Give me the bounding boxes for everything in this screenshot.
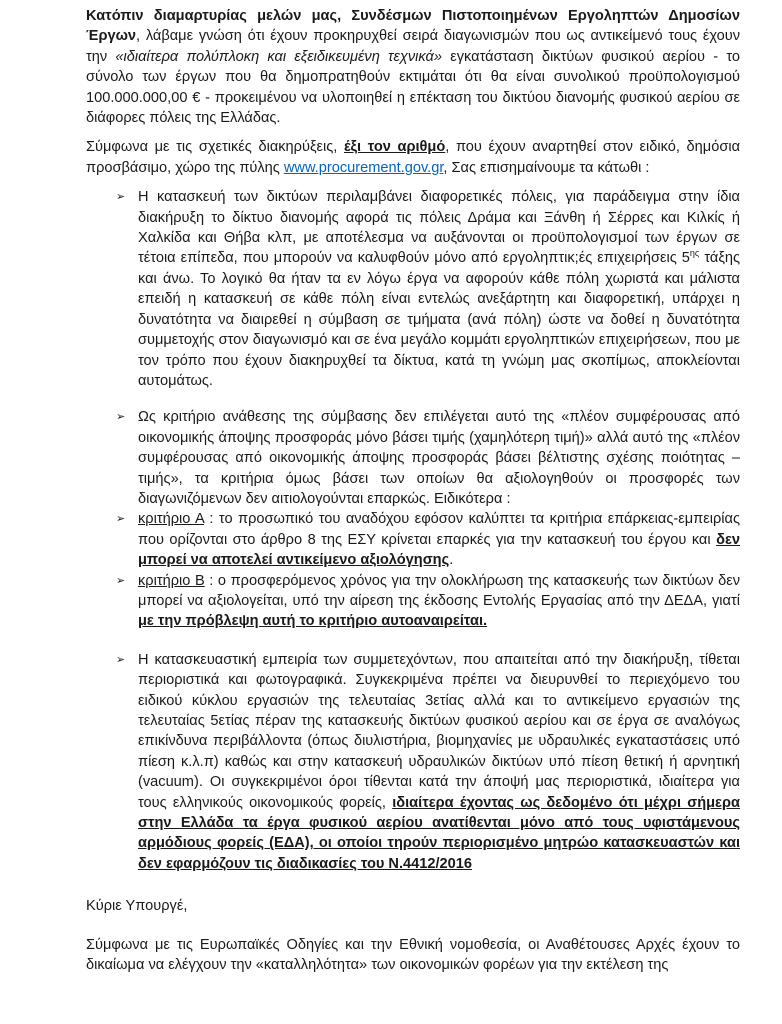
arrow-bullet-icon: ➢: [116, 513, 126, 526]
quoted-italic: «ιδιαίτερα πολύπλοκη και εξειδικευμένη τεχνικά»: [115, 48, 442, 65]
bullet-item-award-criterion: ➢ Ως κριτήριο ανάθεσης της σύμβασης δεν επιλέγεται αυτό της «πλέον συμφέρουσας από οικονομικής άποψης προσφοράς μόνο βάσει τιμής (χαμηλότερη τιμή)» αλλά αυτό της «πλέον συμφέρουσας από οικονομικής άποψης προσφοράς βάσει βέλτιστης σχέσης ποιότητας – τιμής», τα κριτήρια όμως βάσει των οποίων θα αξιολογηθούν οι προσφορές των διαγωνιζόμενων δεν αιτιολογούνται επαρκώς. Ειδικότερα :: [116, 407, 740, 509]
criterion-a-label: κριτήριο Α: [138, 511, 204, 528]
bullet-item-cities: ➢ Η κατασκευή των δικτύων περιλαμβάνει διαφορετικές πόλεις, για παράδειγμα στην ίδια διακήρυξη το δίκτυο διανομής αφορά τις πόλεις Δράμα και Ξάνθη ή Σέρρες και Κιλκίς ή Χαλκίδα και Θήβα κλπ, με αποτέλεσμα να αυξάνονται οι προϋπολογισμοί των έργων σε τέτοια επίπεδα, που μπορούν να καλυφθούν μόνο από εργοληπτικ;ές επιχειρήσεις $5^{\eta\varsigma}$ τάξης και άνω. Το λογικό θα ήταν τα εν λόγω έργα να αφορούν κάθε πόλη χωριστά και μάλιστα επειδή η κατασκευή σε κάθε πόλη είναι εντελώς ανεξάρτητη και διαφορετική, υπάρχει η δυνατότητα να διαιρεθεί η σύμβαση σε τμήματα (ανά πόλη) ώστε να δοθεί η δυνατότητα συμμετοχής στον διαγωνισμό και σε ένα μεγάλο κομμάτι εργοληπτικών επιχειρήσεων, που με τον τρόπο που έχουν διακηρυχθεί τα δίκτυα, κατά τη γνώμη μας σκοπίμως, αποκλείονται αυτομάτως.: [116, 187, 740, 391]
document-page: [86, 6, 740, 975]
arrow-bullet-icon: ➢: [116, 191, 126, 204]
procurement-link[interactable]: www.procurement.gov.gr: [283, 159, 444, 176]
bullet-item-experience: ➢ Η κατασκευαστική εμπειρία των συμμετεχόντων, που απαιτείται από την διακήρυξη, τίθεται περιοριστικά και φωτογραφικά. Συγκεκριμένα πρέπει να διευρυνθεί το περιεχόμενο του ειδικού κύκλου εργασιών της τελευταίας 3ετίας αλλά και το αντικείμενο εργασιών της τελευταίας 5ετίας πέραν της κατασκευής δικτύων φυσικού αερίου και σε έργα σε αναλόγως επικίνδυνα περιβάλλοντα (όπως διυλιστήρια, βιομηχανίες με υδραυλικές εγκαταστάσεις υπό πίεση κ.λ.π) καθώς και στην κατασκευή υδραυλικών δικτύων υπό πίεση θετική ή αρνητική (vacuum). Οι συγκεκριμένοι όροι τίθενται κατά την άποψή μας περιοριστικά, ιδιαίτερα για τους ελληνικούς οικονομικούς φορείς, ιδιαίτερα έχοντας ως δεδομένο ότι μέχρι σήμερα στην Ελλάδα τα έργα φυσικού αερίου ανατίθενται μόνο από τους υφιστάμενους αρμόδιους φορείς (ΕΔΑ), οι οποίοι τηρούν περιορισμένο μητρώο κατασκευαστών και δεν εφαρμόζουν τις διαδικασίες του Ν.4412/2016: [116, 650, 740, 874]
intro-paragraph: Κατόπιν διαμαρτυρίας μελών μας, Συνδέσμων Πιστοποιημένων Εργοληπτών Δημοσίων Έργων, λάβαμε γνώση ότι έχουν προκηρυχθεί σειρά διαγωνισμών που ως αντικείμενό τους έχουν την «ιδιαίτερα πολύπλοκη και εξειδικευμένη τεχνικά» εγκατάσταση δικτύων φυσικού αερίου - το σύνολο των έργων που θα δημοπρατηθούν εκτιμάται ότι θα είναι συνολικού προϋπολογισμού 100.000.000,00 € - προκειμένου να υλοποιηθεί η επέκταση του δικτύου διανομής φυσικού αερίου σε διάφορες πόλεις της Ελλάδας.: [86, 8, 741, 127]
announcements-paragraph: Σύμφωνα με τις σχετικές διακηρύξεις, έξι τον αριθμό, που έχουν αναρτηθεί στον ειδικό, δημόσια προσβάσιμο, χώρο της πύλης www.procurement.gov.gr, Σας επισημαίνουμε τα κάτωθι :: [86, 139, 741, 176]
arrow-bullet-icon: ➢: [116, 653, 126, 666]
closing-paragraph: Σύμφωνα με τις Ευρωπαϊκές Οδηγίες και την Εθνική νομοθεσία, οι Αναθέτουσες Αρχές έχουν το δικαίωμα να ελέγχουν την «καταλληλότητα» των οικονομικών φορέων για την εκτέλεση της: [86, 936, 740, 974]
intro-bold-text: Κατόπιν διαμαρτυρίας μελών μας, Συνδέσμων Πιστοποιημένων Εργοληπτών Δημοσίων Έργων: [86, 8, 740, 45]
salutation: Κύριε Υπουργέ,: [86, 898, 188, 915]
bullet-item-criterion-b: ➢ κριτήριο Β : ο προσφερόμενος χρόνος για την ολοκλήρωση της κατασκευής των δικτύων δεν μπορεί να αξιολογείται, υπό την αίρεση της έκδοσης Εντολής Εργασίας από την ΔΕΔΑ, γιατί με την πρόβλεψη αυτή το κριτήριο αυτοαναιρείται.: [116, 571, 740, 632]
experience-emphasis: ιδιαίτερα έχοντας ως δεδομένο ότι μέχρι σήμερα στην Ελλάδα τα έργα φυσικού αερίου ανατίθενται μόνο από τους υφιστάμενους αρμόδιους φορείς (ΕΔΑ), οι οποίοι τηρούν περιορισμένο μητρώο κατασκευαστών και δεν εφαρμόζουν τις διαδικασίες του Ν.4412/2016: [138, 794, 740, 872]
criterion-b-label: κριτήριο Β: [138, 572, 205, 589]
arrow-bullet-icon: ➢: [116, 574, 126, 587]
bullet-item-criterion-a: ➢ κριτήριο Α : το προσωπικό του αναδόχου εφόσον καλύπτει τα κριτήρια επάρκειας-εμπειρίας που ορίζονται στο άρθρο 8 της ΕΣΥ κρίνεται επαρκές για την κατασκευή του έργου και δεν μπορεί να αποτελεί αντικείμενο αξιολόγησης.: [116, 509, 740, 570]
count-emphasis: έξι τον αριθμό: [343, 139, 446, 156]
arrow-bullet-icon: ➢: [116, 411, 126, 424]
